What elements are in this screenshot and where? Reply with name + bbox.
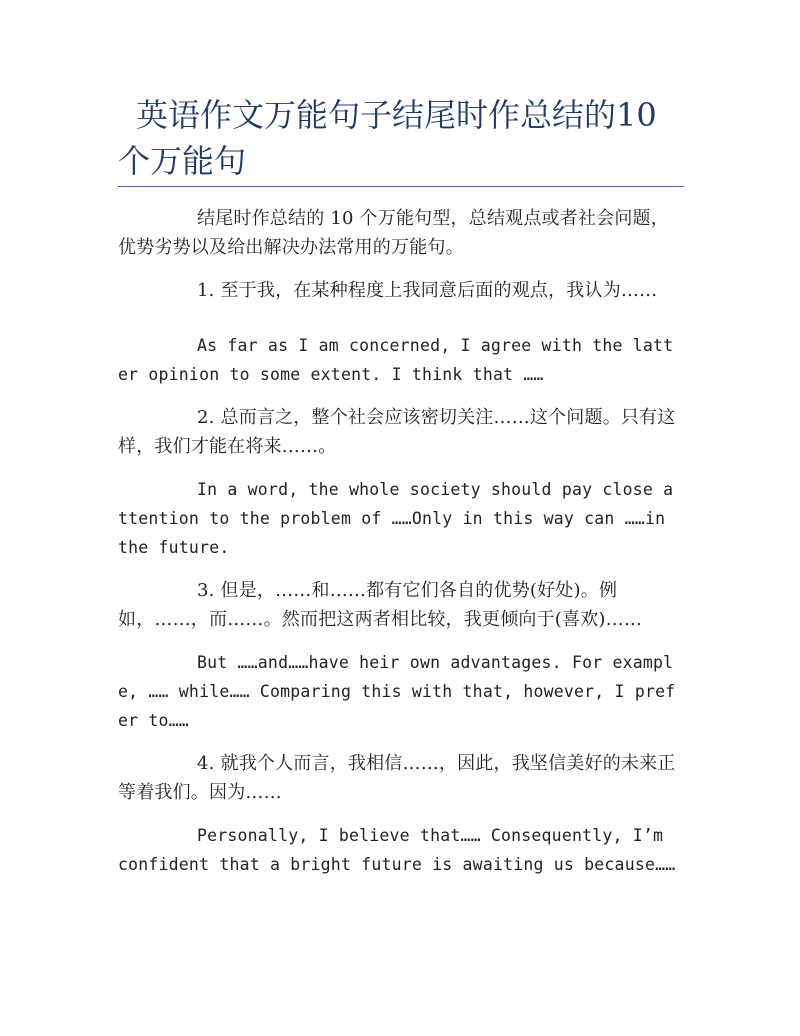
sentence-4-english: Personally, I believe that…… Consequently, I’m confident that a bright future is awaiting us because…… xyxy=(118,826,676,874)
sentence-2-english: In a word, the whole society should pay close attention to the problem of ……Only in this way can ……in the future. xyxy=(118,480,674,557)
intro-paragraph: 结尾时作总结的 10 个万能句型，总结观点或者社会问题，优势劣势以及给出解决办法常用的万能句。 xyxy=(118,208,669,258)
sentence-4-chinese: 4. 就我个人而言，我相信……，因此，我坚信美好的未来正等着我们。因为…… xyxy=(118,753,676,803)
document-body xyxy=(118,204,678,893)
sentence-1-english: As far as I am concerned, I agree with the latter opinion to some extent. I think that …… xyxy=(118,336,674,384)
sentence-1-chinese: 1. 至于我，在某种程度上我同意后面的观点，我认为…… xyxy=(197,280,658,301)
sentence-3-english: But ……and……have heir own advantages. For example, …… while…… Comparing this with that, however, I prefer to…… xyxy=(118,653,676,730)
sentence-3-chinese: 3. 但是，……和……都有它们各自的优势(好处)。例如，……，而……。然而把这两者相比较，我更倾向于(喜欢)…… xyxy=(118,580,643,630)
document-title: 英语作文万能句子结尾时作总结的10个万能句 xyxy=(118,96,657,180)
title-underline xyxy=(118,186,684,187)
sentence-2-chinese: 2. 总而言之，整个社会应该密切关注……这个问题。只有这样，我们才能在将来……。 xyxy=(118,407,676,457)
